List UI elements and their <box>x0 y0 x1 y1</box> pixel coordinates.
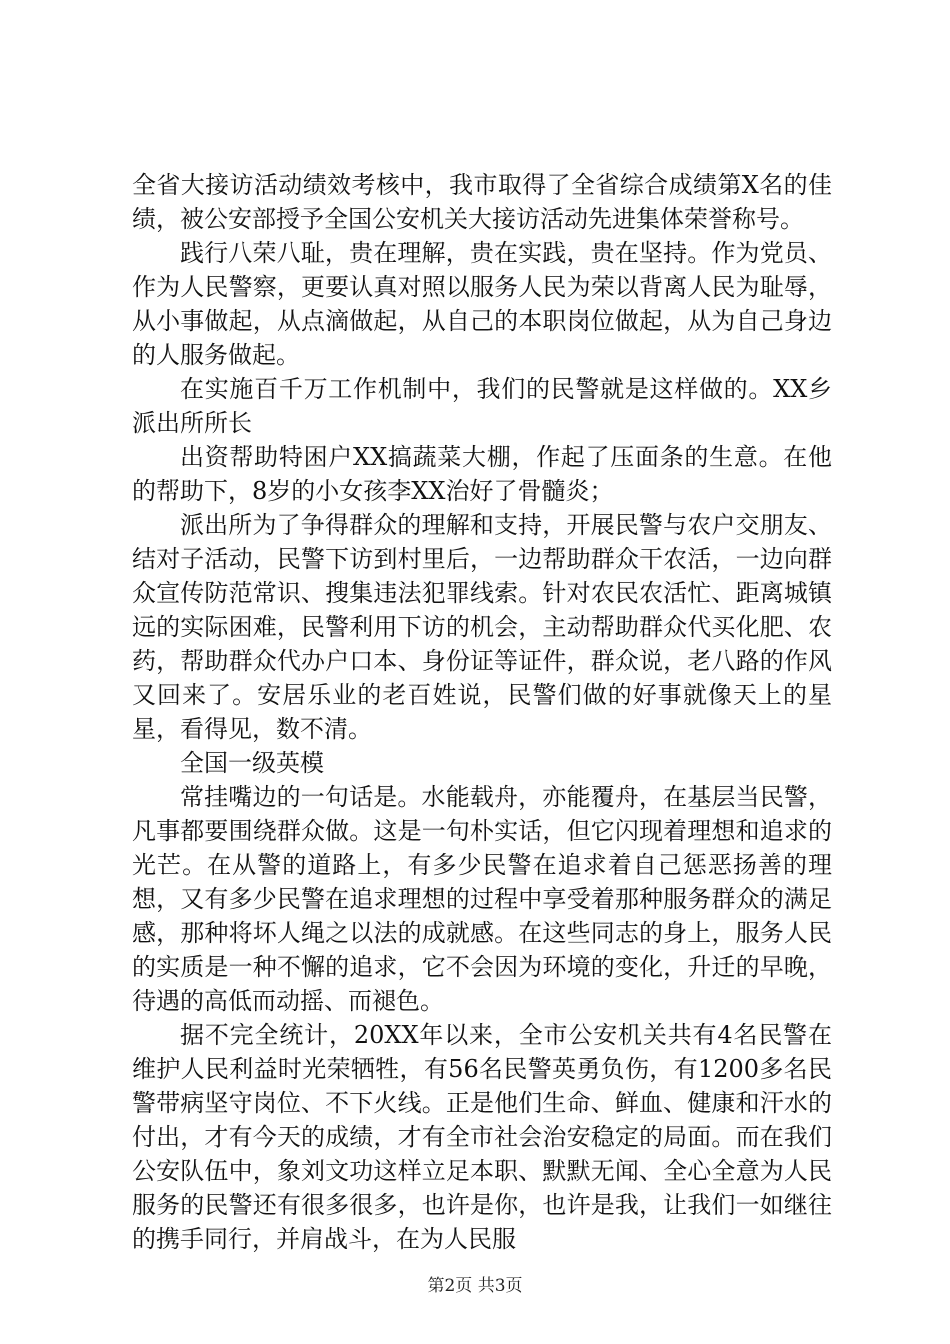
paragraph: 践行八荣八耻，贵在理解，贵在实践，贵在坚持。作为党员、作为人民警察，更要认真对照以服务人民为荣以背离人民为耻辱，从小事做起，从点滴做起，从自己的本职岗位做起，从为自己身边的人服务做起。 <box>132 239 832 369</box>
paragraph: 派出所为了争得群众的理解和支持，开展民警与农户交朋友、结对子活动，民警下访到村里后，一边帮助群众干农活，一边向群众宣传防范常识、搜集违法犯罪线索。针对农民农活忙、距离城镇远的实际困难，民警利用下访的机会，主动帮助群众代买化肥、农药，帮助群众代办户口本、身份证等证件，群众说，老八路的作风又回来了。安居乐业的老百姓说，民警们做的好事就像天上的星星，看得见，数不清。 <box>132 511 832 743</box>
paragraph: 常挂嘴边的一句话是。水能载舟，亦能覆舟，在基层当民警，凡事都要围绕群众做。这是一句朴实话，但它闪现着理想和追求的光芒。在从警的道路上，有多少民警在追求着自己惩恶扬善的理想，又有多少民警在追求理想的过程中享受着那种服务群众的满足感，那种将坏人绳之以法的成就感。在这些同志的身上，服务人民的实质是一种不懈的追求，它不会因为环境的变化，升迁的早晚，待遇的高低而动摇、而褪色。 <box>132 783 832 1015</box>
paragraph-continuation: 全省大接访活动绩效考核中，我市取得了全省综合成绩第X名的佳绩，被公安部授予全国公安机关大接访活动先进集体荣誉称号。 <box>132 171 832 233</box>
document-body <box>132 168 832 1256</box>
paragraph: 出资帮助特困户XX搞蔬菜大棚，作起了压面条的生意。在他的帮助下，8岁的小女孩李XX治好了骨髓炎； <box>132 443 832 505</box>
paragraph: 全国一级英模 <box>180 749 324 777</box>
paragraph: 据不完全统计，20XX年以来，全市公安机关共有4名民警在维护人民利益时光荣牺牲，有56名民警英勇负伤，有1200多名民警带病坚守岗位、不下火线。正是他们生命、鲜血、健康和汗水的付出，才有今天的成绩，才有全市社会治安稳定的局面。而在我们公安队伍中，象刘文功这样立足本职、默默无闻、全心全意为人民服务的民警还有很多很多，也许是你，也许是我，让我们一如继往的携手同行，并肩战斗，在为人民服 <box>132 1021 832 1253</box>
page-number-footer: 第2页 共3页 <box>427 1276 523 1296</box>
paragraph: 在实施百千万工作机制中，我们的民警就是这样做的。XX乡派出所所长 <box>132 375 832 437</box>
